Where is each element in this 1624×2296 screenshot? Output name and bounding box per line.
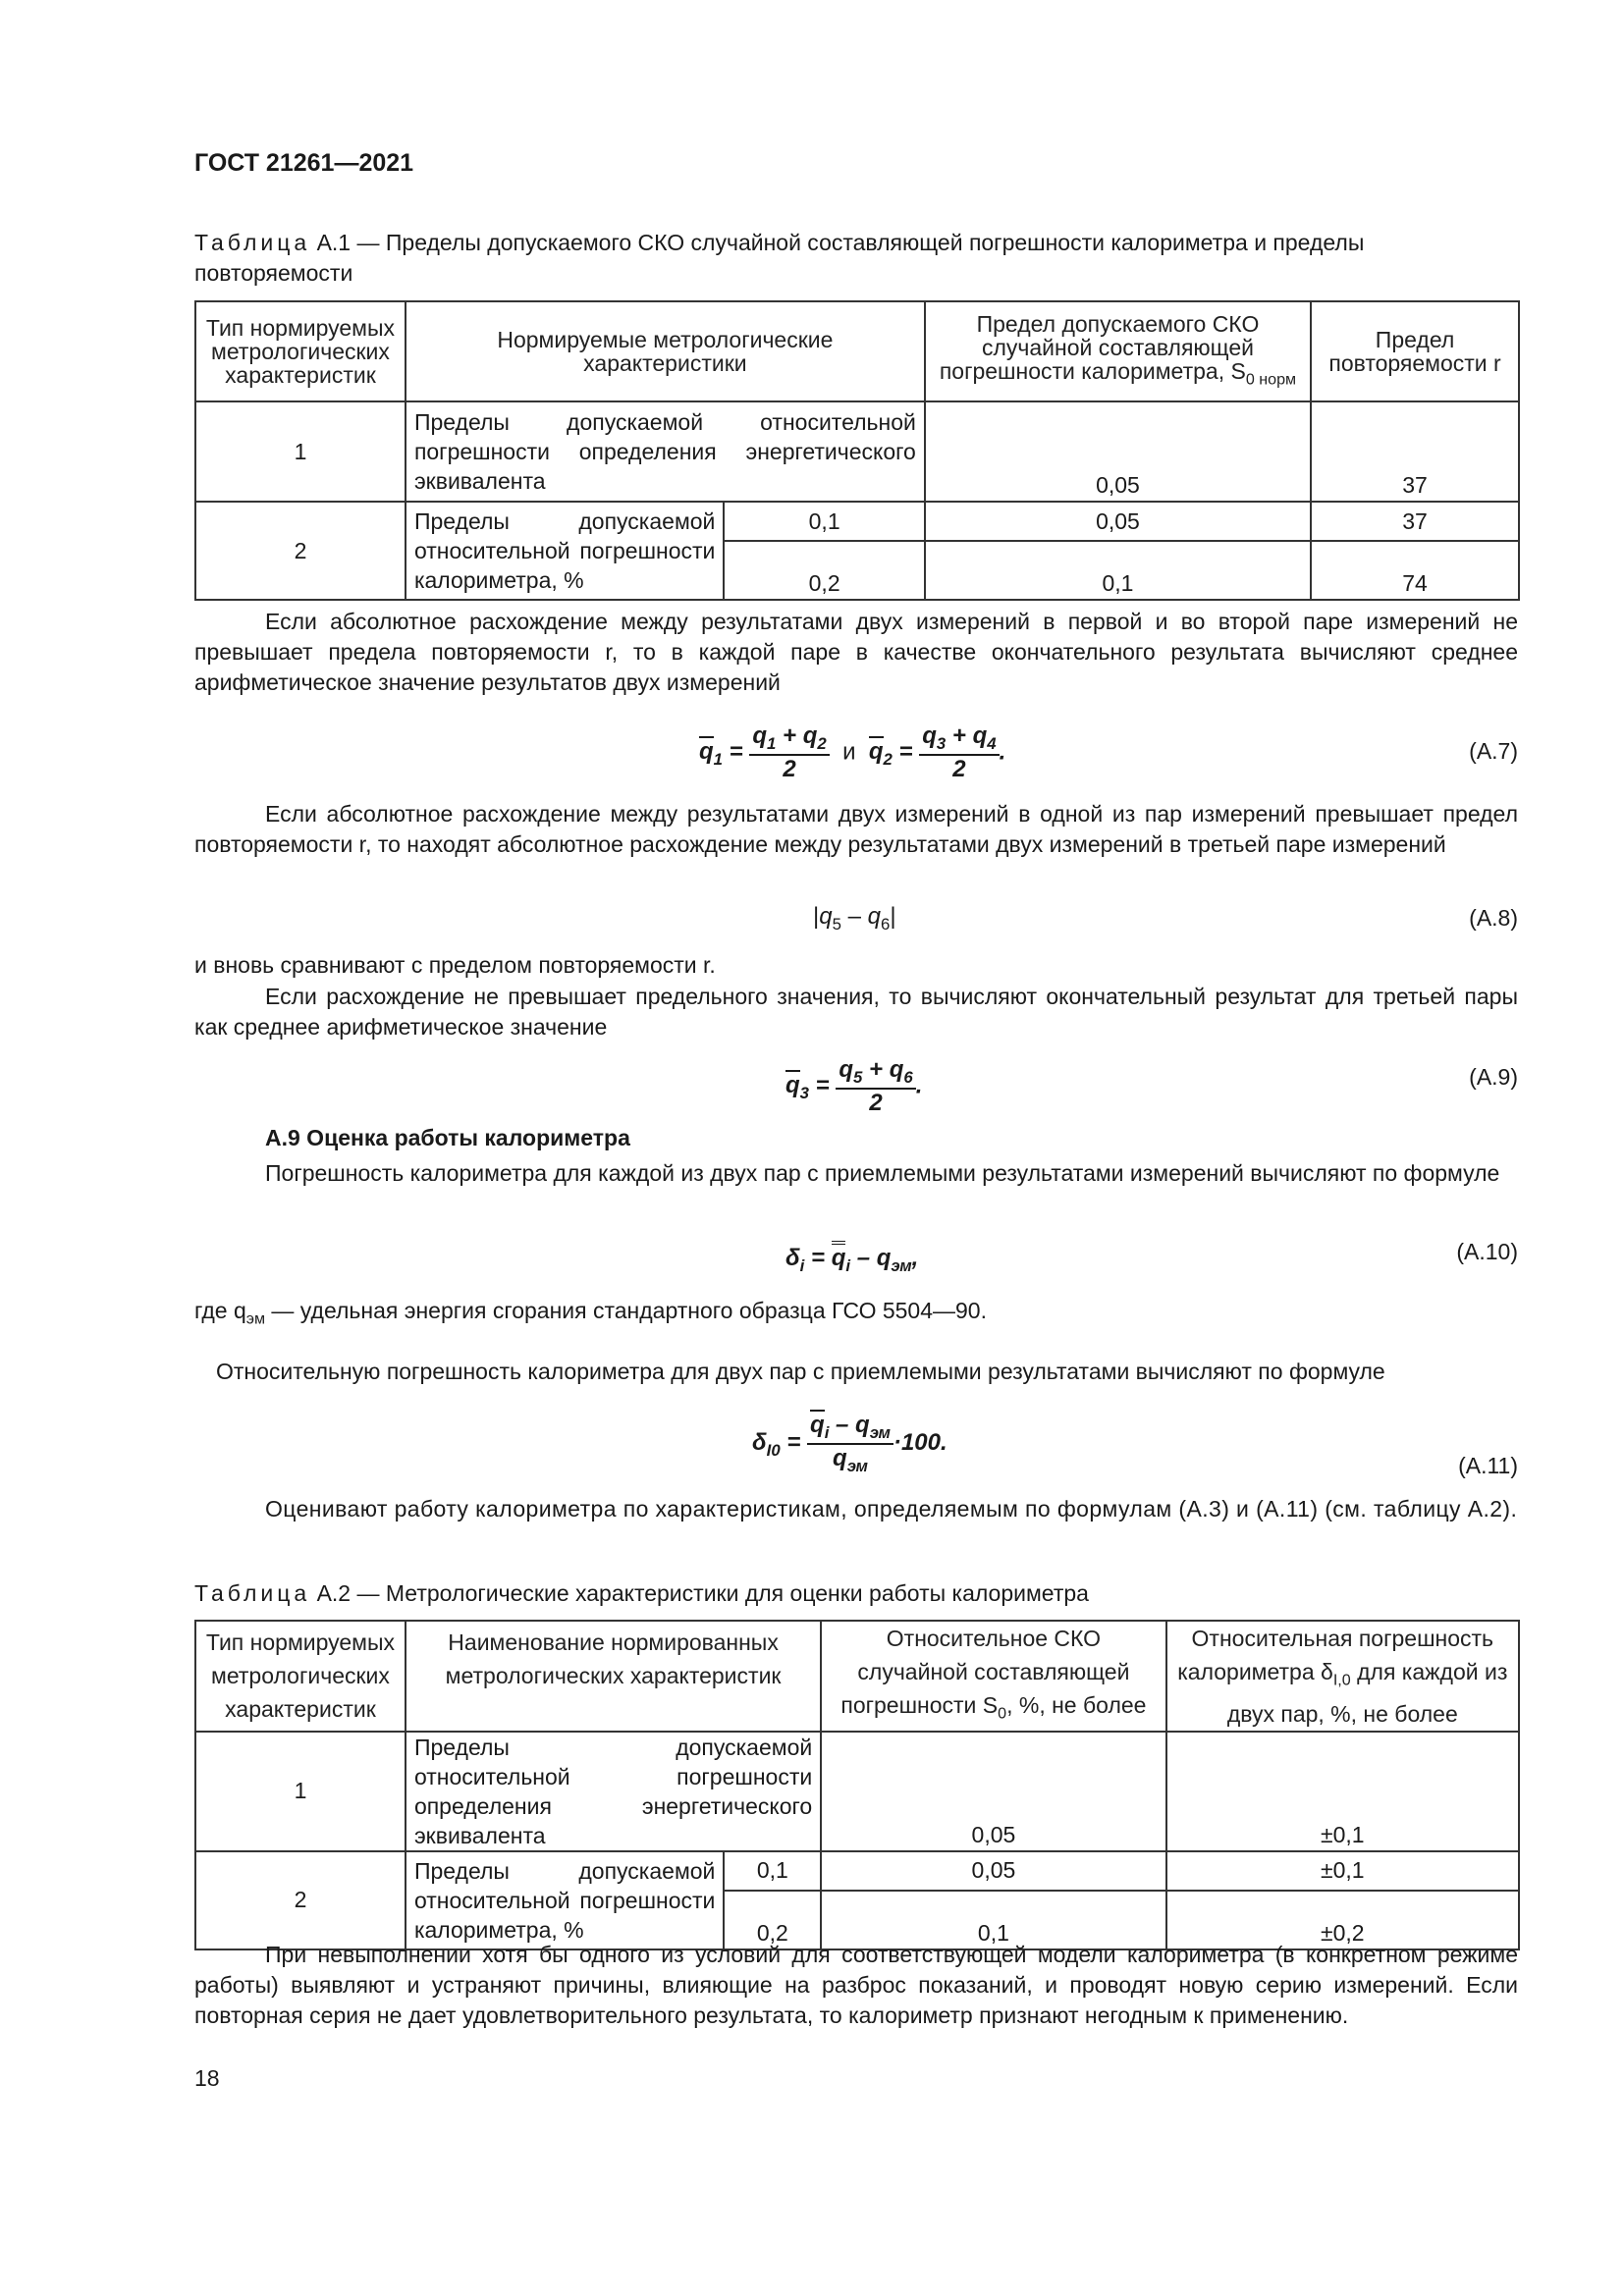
t1-head-sko-text: Предел допускаемого СКО случайной составляющей погрешности калориметра, S	[939, 310, 1260, 384]
t1-row2a-s0: 0,05	[925, 502, 1311, 541]
table1-caption-text: А.1 — Пределы допускаемого СКО случайной составляющей погрешности калориметра и пределы повторяемости	[194, 230, 1365, 286]
paragraph-8: Оценивают работу калориметра по характеристикам, определяемым по формулам (А.3) и (А.11) (см. таблицу А.2).	[265, 1496, 1518, 1522]
t1-head-sko	[925, 301, 1311, 401]
t1-row2b-val: 0,2	[724, 541, 924, 600]
section-heading: А.9 Оценка работы калориметра	[265, 1125, 630, 1150]
table-a2	[194, 1620, 1520, 1950]
t1-row2-desc: Пределы допускаемой относительной погрешности калориметра, %	[406, 502, 724, 600]
table2-caption-text: А.2 — Метрологические характеристики для оценки работы калориметра	[310, 1580, 1089, 1606]
t2-head-sko	[821, 1621, 1165, 1732]
paragraph-3: и вновь сравнивают с пределом повторяемости r.	[194, 952, 716, 978]
t2-row1-type: 1	[195, 1732, 406, 1851]
formula-a8-label: (А.8)	[1469, 905, 1518, 931]
paragraph-6-start: где q	[194, 1298, 246, 1323]
t2-row2b-val: 0,2	[724, 1891, 821, 1949]
paragraph-1: Если абсолютное расхождение между результатами двух измерений в первой и во второй паре измерений не превышает предела повторяемости r, то в каждой паре в качестве окончательного результата вычисляют среднее арифметическое значение результатов двух измерений	[194, 609, 1518, 695]
t1-head-characteristics: Нормируемые метрологические характеристики	[406, 301, 925, 401]
t1-row2a-val: 0,1	[724, 502, 924, 541]
t2-row2b-d: ±0,2	[1166, 1891, 1519, 1949]
t2-row2b-s0: 0,1	[821, 1891, 1165, 1949]
formula-a8: $|q_5 - q_6|$	[813, 903, 896, 934]
formula-a9: $q_3$ = $\frac{q_5 + q_6}{2}$ .	[785, 1056, 923, 1116]
t1-row1-r: 37	[1311, 401, 1519, 502]
t1-row2b-s0: 0,1	[925, 541, 1311, 600]
t2-row2a-val: 0,1	[724, 1851, 821, 1891]
table2-caption	[194, 1578, 1518, 1609]
formula-a9-label: (А.9)	[1469, 1064, 1518, 1090]
paragraph-4: Если расхождение не превышает предельного значения, то вычисляют окончательный результат для третьей пары как среднее арифметическое значение	[194, 984, 1518, 1040]
t1-row1-desc: Пределы допускаемой относительной погрешности определения энергетического эквивалента	[406, 401, 925, 502]
paragraph-9: При невыполнении хотя бы одного из условий для соответствующей модели калориметра (в конкретном режиме работы) выявляют и устраняют причины, влияющие на разброс показаний, и проводят новую серию измерений. Если повторная серия не дает удовлетворительного результата, то калориметр признают негодным к применению.	[194, 1942, 1518, 2028]
paragraph-2: Если абсолютное расхождение между результатами двух измерений в одной из пар измерений превышает предел повторяемости r, то находят абсолютное расхождение между результатами двух измерений в третьей паре измерений	[194, 801, 1518, 857]
page-number: 18	[194, 2065, 220, 2091]
paragraph-6-rest: — удельная энергия сгорания стандартного образца ГСО 5504—90.	[265, 1298, 987, 1323]
t2-head-error	[1166, 1621, 1519, 1732]
formula-a11: $\delta_{I0}$ = $\frac{q_i - q_{эм}}{q_{эм}}$ ·100.	[752, 1412, 947, 1475]
formula-a11-label: (А.11)	[1458, 1453, 1518, 1478]
paragraph-7: Относительную погрешность калориметра для двух пар с приемлемыми результатами вычисляют по формуле	[216, 1359, 1385, 1384]
t1-head-sko-sub: 0 норм	[1245, 370, 1297, 389]
formula-a7-label: (А.7)	[1469, 738, 1518, 764]
t2-head-error-sub: I,0	[1332, 1671, 1351, 1689]
t1-row2a-r: 37	[1311, 502, 1519, 541]
t1-row2-type: 2	[195, 502, 406, 600]
formula-a10: $\delta_i = q_i - q_{эм}$,	[785, 1245, 918, 1276]
t2-head-sko-sub: 0	[998, 1704, 1007, 1723]
t2-row1-d: ±0,1	[1166, 1732, 1519, 1851]
t2-head-name: Наименование нормированных метрологических характеристик	[406, 1621, 821, 1732]
t2-head-type: Тип нормируемых метрологических характеристик	[195, 1621, 406, 1732]
paragraph-6-sub: эм	[245, 1309, 266, 1328]
paragraph-6	[194, 1296, 1518, 1335]
t1-row1-s0: 0,05	[925, 401, 1311, 502]
document-header: ГОСТ 21261—2021	[194, 149, 414, 177]
table1-caption-word: Таблица	[194, 230, 311, 255]
table-a1	[194, 300, 1520, 601]
t1-head-repeatability: Предел повторяемости r	[1311, 301, 1519, 401]
t2-row1-desc: Пределы допускаемой относительной погрешности определения энергетического эквивалента	[406, 1732, 821, 1851]
paragraph-5: Погрешность калориметра для каждой из двух пар с приемлемыми результатами измерений вычисляют по формуле	[265, 1160, 1500, 1186]
t2-head-sko-text: Относительное СКО случайной составляющей погрешности S	[840, 1626, 1130, 1718]
t2-row2a-s0: 0,05	[821, 1851, 1165, 1891]
formula-a7: $q_1$ = $\frac{q_1 + q_2}{2}$ и $q_2$ = $\frac{q_3 + q_4}{2}$ .	[699, 722, 1006, 782]
t2-head-sko-tail: , %, не более	[1006, 1692, 1147, 1718]
t2-row2-desc: Пределы допускаемой относительной погрешности калориметра, %	[406, 1851, 724, 1949]
t1-row1-type: 1	[195, 401, 406, 502]
table1-caption	[194, 228, 1518, 289]
formula-a10-label: (А.10)	[1456, 1239, 1518, 1264]
t2-row1-s0: 0,05	[821, 1732, 1165, 1851]
t2-row2a-d: ±0,1	[1166, 1851, 1519, 1891]
t1-row2b-r: 74	[1311, 541, 1519, 600]
t1-head-type: Тип нормируемых метрологических характеристик	[195, 301, 406, 401]
t2-head-error-text: Относительная погрешность калориметра δ	[1177, 1626, 1494, 1684]
t2-head-error-tail: для каждой из двух пар, %, не более	[1226, 1659, 1508, 1727]
t2-row2-type: 2	[195, 1851, 406, 1949]
table2-caption-word: Таблица	[194, 1580, 311, 1606]
